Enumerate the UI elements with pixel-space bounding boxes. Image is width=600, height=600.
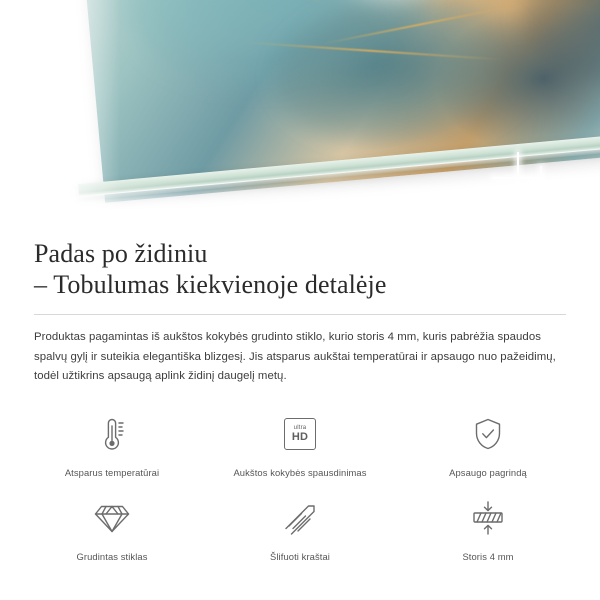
thermometer-icon bbox=[95, 409, 129, 459]
page-title-line-1: Padas po židiniu bbox=[34, 239, 208, 268]
hero-fade-bottom bbox=[0, 182, 600, 222]
feature-label: Aukštos kokybės spausdinimas bbox=[233, 466, 367, 478]
marble-swirl bbox=[268, 0, 541, 157]
feature-item-polished-edges bbox=[206, 493, 394, 563]
ultra-hd-icon bbox=[284, 409, 316, 459]
description-text: Produktas pagamintas iš aukštos kokybės grudinto stiklo, kurio storis 4 mm, kuris pabrėžia spaudos spalvų gylį ir suteikia elegantiška blizgesį. Jis atsparus aukštai temperatūrai ir apsaugo nuo pažeidimų, todėl užtikrins apsaugą aplink židinį daugelį metų. bbox=[34, 331, 556, 382]
ultra-hd-badge-bottom: HD bbox=[291, 430, 309, 443]
shield-check-icon bbox=[471, 409, 505, 459]
divider bbox=[34, 314, 566, 315]
page-title-line-2: – Tobulumas kiekvienoje detalėje bbox=[34, 270, 387, 299]
content-block bbox=[0, 238, 600, 387]
diamond-icon bbox=[93, 493, 131, 543]
hero-image bbox=[0, 0, 600, 222]
feature-label: Apsaugo pagrindą bbox=[449, 466, 527, 478]
feature-label: Grudintas stiklas bbox=[76, 550, 148, 562]
thickness-icon bbox=[468, 493, 508, 543]
feature-item-thickness bbox=[394, 493, 582, 563]
page-title bbox=[34, 238, 566, 300]
feature-item-surface-protection bbox=[394, 409, 582, 479]
feature-label: Storis 4 mm bbox=[462, 550, 514, 562]
feature-label: Atsparus temperatūrai bbox=[64, 466, 160, 478]
feature-item-print-quality bbox=[206, 409, 394, 479]
polished-edges-icon bbox=[281, 493, 319, 543]
feature-item-temperature-resistant bbox=[18, 409, 206, 479]
feature-label: Šlifuoti kraštai bbox=[270, 550, 330, 562]
hero-image-inner bbox=[0, 0, 600, 222]
feature-grid bbox=[0, 409, 600, 563]
ultra-hd-badge-top: ultra bbox=[293, 424, 307, 431]
feature-item-tempered-glass bbox=[18, 493, 206, 563]
